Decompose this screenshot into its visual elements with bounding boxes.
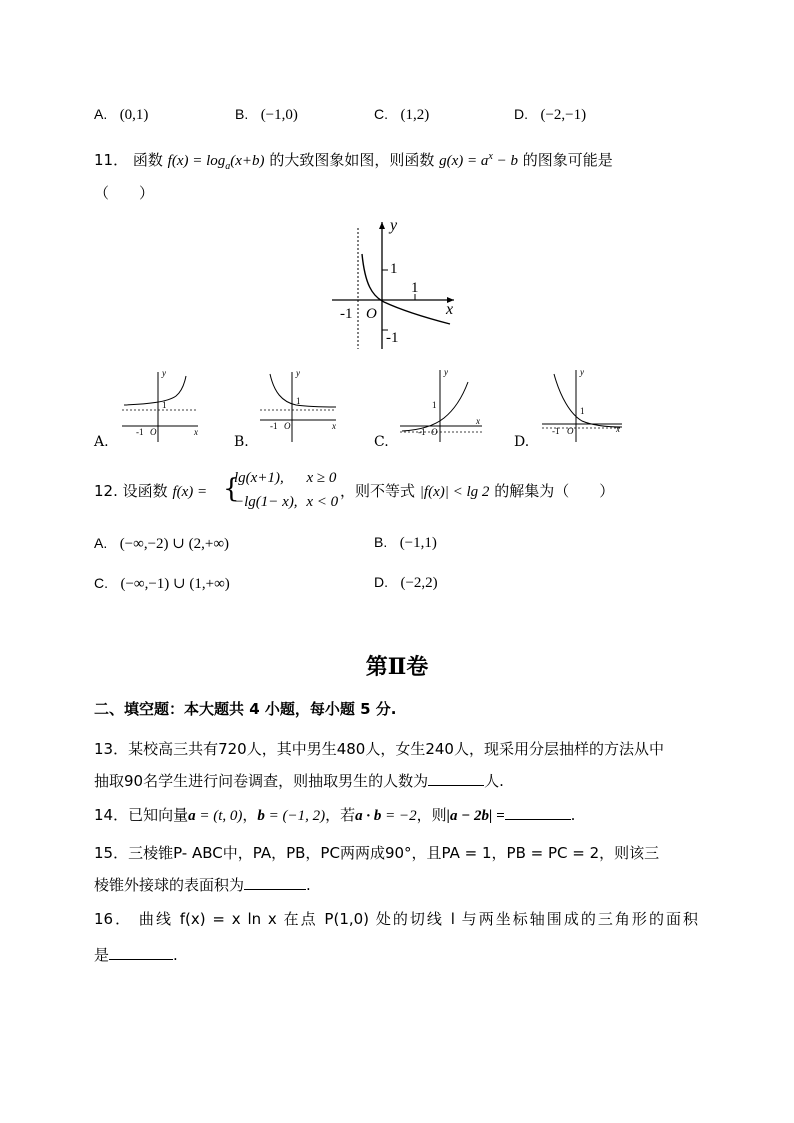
label-y: y	[580, 367, 584, 377]
q11-option-d-label: D.	[514, 434, 530, 450]
stem-text: 棱锥外接球的表面积为	[94, 876, 245, 894]
vector-b: b	[257, 808, 265, 824]
label-one-y: 1	[390, 261, 398, 277]
stem-text: 是	[94, 946, 110, 964]
stem-text: 函数	[132, 151, 163, 169]
label-x: x	[616, 424, 620, 434]
option-label: D.	[374, 574, 388, 590]
option-label: C.	[374, 106, 388, 122]
label-neg: -1	[418, 427, 426, 437]
stem-text: ，则	[416, 806, 447, 824]
label-y: y	[162, 368, 166, 378]
axis-label-y: y	[390, 217, 398, 234]
option-label: A.	[94, 106, 108, 122]
q16-line-1: 16． 曲线 f(x) = x ln x 在点 P(1,0) 处的切线 l 与两坐标轴围成的三角形的面积	[94, 910, 698, 928]
q12-option-c	[94, 574, 230, 593]
label-one: 1	[162, 400, 167, 410]
q11-option-a-label: A.	[94, 434, 109, 450]
function-f: $f(x) = \log_a(x+b)$	[167, 153, 265, 172]
dot-value: = −2	[381, 808, 417, 824]
q12-stem-tail	[340, 480, 614, 503]
label-one: 1	[432, 400, 437, 410]
q10-option-a	[94, 106, 148, 124]
stem-text: .	[173, 946, 178, 964]
function-g: $g(x) = a^x - b$	[439, 151, 518, 169]
q13-line-1: 13．某校高三共有720人，其中男生480人，女生240人，现采用分层抽样的方法从中	[94, 740, 664, 758]
option-label: A.	[94, 535, 108, 551]
answer-blank[interactable]	[428, 771, 484, 786]
label-x: x	[332, 421, 336, 431]
label-x: x	[194, 427, 198, 437]
stem-text: 的解集为（ ）	[494, 482, 615, 500]
option-value: (−1,1)	[399, 535, 437, 551]
stem-text: .	[306, 876, 311, 894]
option-value: (−2,−1)	[540, 107, 587, 123]
stem-text: ，若	[325, 806, 356, 824]
label-neg-one-y: -1	[386, 330, 399, 346]
vector-b-value: = (−1, 2)	[264, 808, 326, 824]
q11-main-graph	[324, 214, 464, 354]
answer-blank[interactable]	[109, 945, 173, 960]
q12-option-b	[374, 534, 437, 552]
stem-text: .	[570, 806, 576, 824]
q12-case-2	[234, 490, 338, 513]
option-label: B.	[374, 534, 388, 550]
q15-line-2	[94, 874, 311, 896]
label-neg: -1	[270, 421, 278, 431]
label-neg: -1	[136, 427, 144, 437]
q11-option-b-label: B.	[234, 434, 249, 450]
vector-a: a	[188, 808, 196, 824]
label-o: O	[567, 426, 574, 436]
case-expression: −lg(1− x),	[234, 494, 298, 510]
part-title: 第Ⅱ卷	[365, 654, 429, 680]
q10-option-b	[235, 106, 298, 124]
option-value: (−∞,−1) ∪ (1,+∞)	[120, 576, 230, 592]
y-axis-arrow	[379, 222, 385, 229]
q12-case-1	[234, 466, 336, 489]
vector-a-value: = (t, 0)	[195, 808, 243, 824]
dot-product: a · b	[355, 808, 382, 824]
q11-option-d-graph	[538, 366, 626, 446]
curve	[554, 374, 622, 427]
case-expression: lg(x+1),	[234, 470, 284, 486]
stem-text: 的图象可能是	[522, 151, 613, 169]
option-label: B.	[235, 106, 249, 122]
label-origin: O	[366, 306, 377, 322]
q11-option-c-graph	[396, 366, 486, 446]
answer-blank[interactable]	[505, 805, 571, 820]
answer-paren: （ ）	[94, 184, 155, 202]
section-heading: 二、填空题：本大题共 4 小题，每小题 5 分.	[94, 700, 397, 718]
label-y: y	[296, 368, 300, 378]
option-value: (−∞,−2) ∪ (2,+∞)	[119, 536, 230, 552]
q11-option-c-label: C.	[374, 434, 389, 450]
question-number: 12.	[94, 482, 118, 500]
curve	[270, 374, 336, 407]
axis-label-x: x	[446, 301, 454, 318]
magnitude-expression: |a − 2b| =	[446, 808, 505, 824]
stem-text: 14．已知向量	[94, 806, 189, 824]
q11-option-b-graph	[256, 366, 340, 446]
q14-line: 14．已知向量a = (t, 0)，b = (−1, 2)，若a · b = −2，则|a − 2b| = .	[94, 806, 576, 824]
label-one-x: 1	[411, 280, 419, 296]
q11-option-a-graph	[118, 366, 202, 446]
stem-text: ，则不等式	[340, 482, 416, 500]
label-x: x	[476, 416, 480, 426]
function-f: f(x) =	[172, 484, 208, 500]
option-value: (−2,2)	[400, 575, 438, 591]
q11-stem	[94, 146, 613, 178]
option-value: (0,1)	[119, 107, 149, 123]
label-one: 1	[296, 396, 301, 406]
stem-text: 抽取90名学生进行问卷调查，则抽取男生的人数为	[94, 772, 429, 790]
option-value: (1,2)	[400, 107, 430, 123]
label-y: y	[444, 367, 448, 377]
case-condition: x ≥ 0	[306, 470, 337, 486]
label-neg: -1	[552, 426, 560, 436]
label-o: O	[284, 421, 291, 431]
option-value: (−1,0)	[260, 107, 298, 123]
q12-stem	[94, 480, 207, 503]
option-label: D.	[514, 106, 528, 122]
label-neg-one-x: -1	[340, 306, 353, 322]
stem-text: 设函数	[122, 482, 168, 500]
q16-line-2	[94, 944, 178, 966]
q10-option-d	[514, 106, 586, 124]
q10-option-c	[374, 106, 429, 124]
label-o: O	[431, 427, 438, 437]
q12-option-a	[94, 534, 229, 553]
piecewise-brace: {	[223, 474, 240, 504]
stem-text: 的大致图象如图，则函数	[269, 151, 435, 169]
option-label: C.	[94, 575, 108, 591]
q12-option-d	[374, 574, 438, 592]
case-condition: x < 0	[306, 494, 339, 510]
question-number: 11．	[94, 151, 129, 169]
answer-blank[interactable]	[244, 875, 306, 890]
q15-line-1: 15．三棱锥P- ABC中，PA，PB，PC两两成90°，且PA = 1，PB = PC = 2，则该三	[94, 844, 660, 862]
curve	[124, 376, 186, 405]
inequality: |f(x)| < lg 2	[419, 484, 490, 500]
label-one: 1	[580, 406, 585, 416]
label-o: O	[150, 427, 157, 437]
q13-line-2	[94, 770, 504, 792]
stem-text: 人.	[484, 772, 504, 790]
